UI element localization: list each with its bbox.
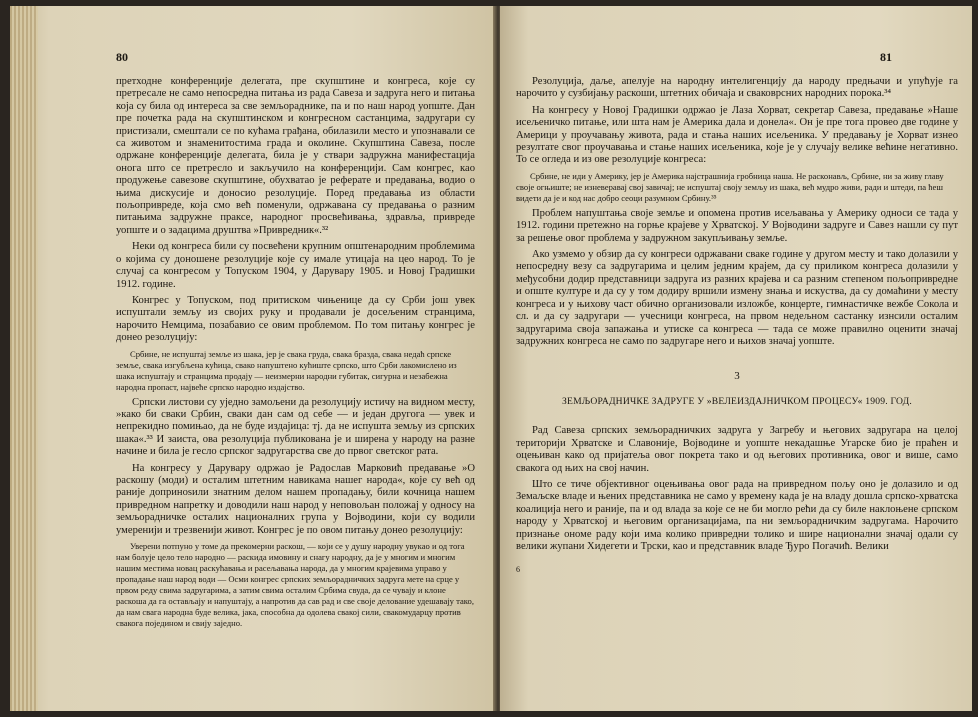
paragraph-text: На конгресу у Дарувару одржао је Радослав Марковић предавање »О раскошу (моди) и осталим штетним навикама нашег народа«, које су већ од раније допринosили знатним делом нашем пропадању, били кочница нашем привредном напретку и доводили наш народ у неповољан положај у односу на земљорадничке осталих националних група у Војводини, који су водили умеренији и трезвенији живот. Конгрес је по овом питању донео резолуцију: (116, 462, 475, 536)
paragraph (516, 479, 958, 553)
paragraph-text: Српски листови су уједно замољени да резолуцију истичу на видном месту, »како би сваки Србин, сваки дан сам од себе — и један другога — увек и непрекидно помињао, да не буде издајица: тј. да не испушта земљу из српских шака«.³³ И заиста, ова резолуција публикована је и ширена у народу на разне начине и била је гесло српског задругарства све до првог светског рата. (116, 396, 475, 458)
paragraph (516, 208, 958, 245)
left-page-body (116, 76, 475, 633)
right-page-body (516, 76, 958, 574)
section-heading: ЗЕМЉОРАДНИЧКЕ ЗАДРУГЕ У »ВЕЛЕИЗДАЈНИЧКОМ ПРОЦЕСУ« 1909. ГОД. (562, 396, 912, 408)
paragraph (116, 241, 475, 291)
paragraph-text: Рад Савеза српских земљорадничких задруга у Загребу и његових задругара на целој територији Хрватске и Славоније, Војводине и уопште некадашње Угарске био је праћен и оцењиван како од пријатеља овог покрета тако и од његових противника, овог и више, само свакога од њих на свој начин. (516, 425, 958, 474)
quoted-resolution (116, 349, 475, 393)
paragraph-text: Што се тиче објективног оцењивања овог рада на привредном пољу оно је долазило и од Земаљске владе и њених представника не само у времену када је на владу дошла српско-хрватска коалиција него и раније, па и од влада за које се не би могло рећи да су биле наклоњене српском народу у Хрватској и његовим организацијама, па ни земљорадничким задругама. Нарочито признање ономе раду који има колико привредни толико и шире национални значај одали су велики жупани Хидегети и Трски, као и представник владе Ђуро Погачић. Велики (516, 478, 958, 552)
left-page (10, 6, 497, 711)
paragraph-text: На конгресу у Новој Градишки одржао је Лаза Хорват, секретар Савеза, предавање »Наше исељеничко питање, или шта нам је Америка дала и донела«. Он је пре тога провео две године у Америци у проучавању живота, рада и стања наших исељеника. У предавању је Хорват изнео резултате свог проучавања и стање наших исељеника, које је у случају велике већине негативно. То се огледа и из ове резолуције конгреса: (516, 104, 958, 166)
paragraph-text: Србине, не испуштај земље из шака, јер је свака груда, свака бразда, свака недаћ српске земље, свака изгубљена кућица, свако напуштено кућиште српско, што Срби лакомислено из шака испуштају и странцима продају — неизмерни народни губитак, сигурна и незабежна народна пропаст, највеће српско народно издајство. (116, 348, 457, 392)
paragraph (116, 295, 475, 345)
paragraph-text: Резолуција, даље, апелује на народну интелигенцију да народу предњачи и упућује га нарочито у сузбијању раскоши, штетних обичаја и сваковрсних народних порока.³⁴ (516, 76, 958, 100)
paragraph (516, 425, 958, 475)
paragraph (116, 397, 475, 459)
page-number-right: 81 (880, 50, 892, 64)
spacer (116, 629, 475, 633)
spacer (516, 553, 958, 557)
section-number: 3 (734, 370, 740, 383)
paragraph-text: Србине, не иди у Америку, јер је Америка најстрашнија гробница наша. Не расконављ, Србине, ни за живу главу своје огњиште; не изневеравај свој завичај; не испуштај своју земљу из шака, већ мудро живи, ради и штеди, па ћеш видети да је и код нас добро сеоци разумном Србину.³⁵ (516, 170, 944, 203)
right-page (500, 6, 972, 711)
paragraph-text: Проблем напуштања своје земље и опомена против исељавања у Америку односи се тада у 1912. години претежно на горње крајеве у Хрватској. У Војводини задруге и Савез нашли су пут за решење овог проблема у задружном закупљивању земље. (516, 207, 958, 244)
paragraph-text: Уверени потпуно у томе да прекомерни раскош, — који се у душу народну увукао и од тога нам болује цело тело народно — раскида имовину и снагу народну, да је у многим и многим нашим местима новац раскућавања и расељавања народа, да у многим крајевима управо у пропадање наш народ води — Осми конгрес српских земљорадничких задруга мете на срце у првом реду свима задругарима, а затим свима осталим Србима свуда, да се чувају и клоне раскоша да га остављају и напуштају, а напротив да сав рад и све своје делование удешавају тако, да нам свага народна буде велика, јака, способна да одолева свакој сили, свакомударцу против свакога поједином и свију заједно. (116, 541, 474, 628)
paragraph-text: претходне конференције делегата, пре скупштине и конгреса, које су претресале не само непосредна питања из рада Савеза и задруга него и питања која су била од интереса за све земљораднике, па и по наш народ уопште. Дан пре почетка рада на скупштинском и конгресном састанцима, задругари су пристизали, смештали се по кућама грађана, обилазили место и упознавали се са животом и знаменитостима града и околине. Скупштина Савеза, после одржане конференције делегата, била је у ствари задружна манифестација онога што се претресло и закључило на конференцији. Сам конгрес, као продужење савезове скупштине, обухватао је реферате и предавања, водио о њима дискусије и доносио резолуције. Поред предавања из области пољопривреде, која смо већ поменули, одржавана су предавања о разним питањима задружне праксе, народног просвећивања, здравља, привреде уопште и о задацима друштва »Привредник«.³² (116, 76, 475, 236)
paragraph (116, 463, 475, 537)
paragraph (516, 249, 958, 348)
paragraph-text: Конгрес у Топуском, под притиском чињенице да су Срби још увек испуштали земљу из својих руку и продавали је досељеним странцима, нарочито Немцима, позабавио се овим проблемом. По том питању конгрес је донео резолуцију: (116, 294, 475, 344)
paragraph (516, 76, 958, 101)
paragraph-text: Ако узмемо у обзир да су конгреси одржавани сваке године у другом месту и тако долазили у непосредну везу са задругарима и целим једним крајем, да су приликом конгреса долазили у међусобни додир представници задруга из разних крајева и са разним степеном пољопривредне и опште културе и да су у том додиру вршили измену знања и искуства, да су домаћини у месту конгреса и у њихову част обично организовали изложбе, концерте, гимнастичке вежбе Сокола и сл. и да су задругари — учесници конгреса, на првом недељном састанку изнсили осталим задругарима своја запажања и утиске са конгреса — тада се може правилно оценити значај задружних конгреса не само по задругарe него и њихов значај уопште. (516, 249, 958, 347)
paragraph (516, 105, 958, 167)
page-number-left: 80 (116, 50, 128, 64)
signature-mark: 6 (516, 565, 520, 575)
quoted-resolution (116, 541, 475, 629)
paragraph (116, 76, 475, 237)
spacer (516, 348, 958, 352)
paragraph-text: Неки од конгреса били су посвећени крупним општенародним проблемима о којима су доношене резолуције које су имале утицаја на цео народ. То је случај са конгресом у Топуском 1904, у Дарувару 1905. и Новој Градишки 1912. године. (116, 241, 475, 290)
quoted-resolution (516, 171, 958, 204)
page-edge (10, 6, 38, 711)
